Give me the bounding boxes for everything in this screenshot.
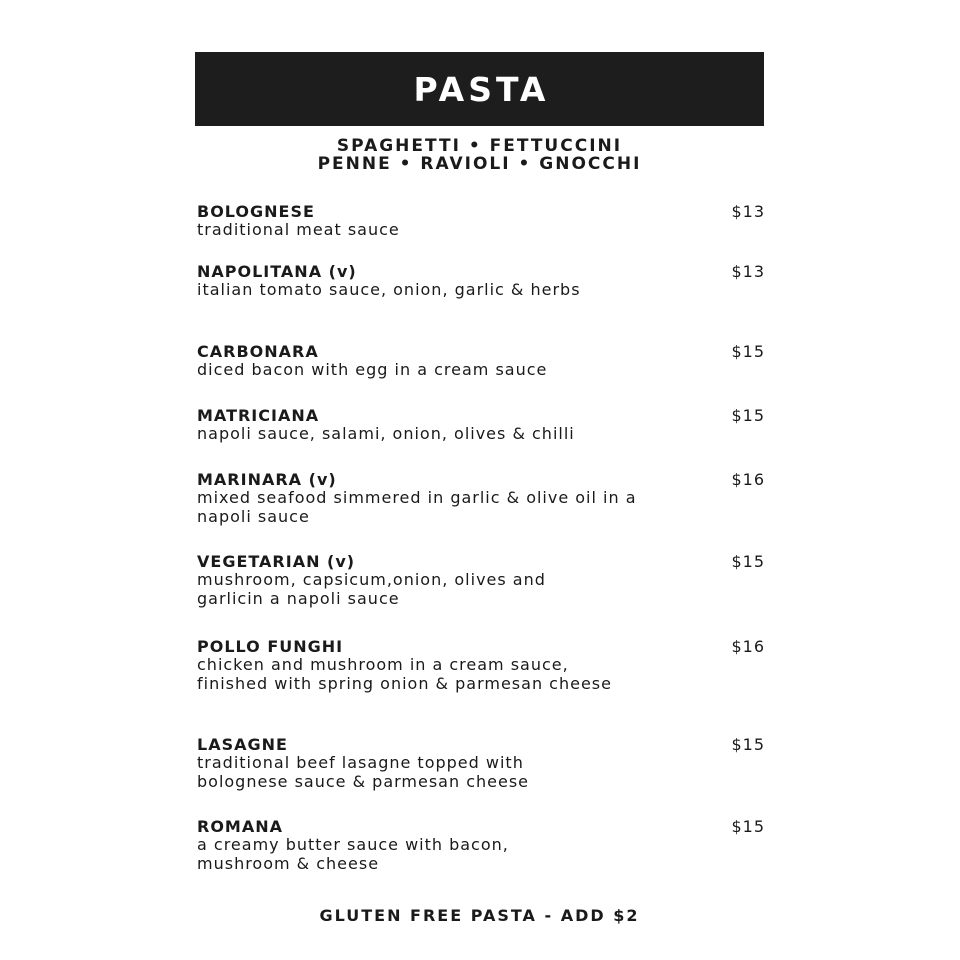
menu-item-lasagne bbox=[197, 735, 765, 791]
item-price: $15 bbox=[731, 817, 765, 836]
item-name: NAPOLITANA (v) bbox=[197, 262, 357, 281]
item-price: $15 bbox=[731, 406, 765, 425]
item-price: $13 bbox=[731, 262, 765, 281]
menu-item-marinara bbox=[197, 470, 765, 526]
item-description: chicken and mushroom in a cream sauce, finished with spring onion & parmesan cheese bbox=[197, 655, 612, 693]
gluten-free-note: GLUTEN FREE PASTA - ADD $2 bbox=[319, 906, 640, 925]
menu-item-carbonara bbox=[197, 342, 765, 380]
item-name: ROMANA bbox=[197, 817, 283, 836]
menu-item-napolitana bbox=[197, 262, 765, 300]
item-description: mixed seafood simmered in garlic & olive oil in a napoli sauce bbox=[197, 488, 637, 526]
menu-item-matriciana bbox=[197, 406, 765, 444]
menu-item-vegetarian bbox=[197, 552, 765, 608]
pasta-types-line-1: SPAGHETTI • FETTUCCINI bbox=[336, 136, 623, 156]
menu-item-romana bbox=[197, 817, 765, 873]
item-description: traditional meat sauce bbox=[197, 220, 400, 239]
item-description: traditional beef lasagne topped with bolognese sauce & parmesan cheese bbox=[197, 753, 530, 791]
item-name: MATRICIANA bbox=[197, 406, 320, 425]
item-description: diced bacon with egg in a cream sauce bbox=[197, 360, 548, 379]
page-title: PASTA bbox=[413, 69, 550, 109]
item-name: LASAGNE bbox=[197, 735, 288, 754]
item-name: VEGETARIAN (v) bbox=[197, 552, 356, 571]
item-price: $16 bbox=[731, 470, 765, 489]
item-name: POLLO FUNGHI bbox=[197, 637, 344, 656]
item-name: BOLOGNESE bbox=[197, 202, 315, 221]
menu-item-bolognese bbox=[197, 202, 765, 240]
item-price: $15 bbox=[731, 342, 765, 361]
header-bar bbox=[195, 52, 764, 126]
item-description: italian tomato sauce, onion, garlic & herbs bbox=[197, 280, 581, 299]
pasta-types-line-2: PENNE • RAVIOLI • GNOCCHI bbox=[317, 154, 642, 174]
item-description: napoli sauce, salami, onion, olives & chilli bbox=[197, 424, 575, 443]
item-name: CARBONARA bbox=[197, 342, 319, 361]
item-description: a creamy butter sauce with bacon, mushroom & cheese bbox=[197, 835, 509, 873]
item-name: MARINARA (v) bbox=[197, 470, 337, 489]
item-price: $15 bbox=[731, 735, 765, 754]
item-price: $13 bbox=[731, 202, 765, 221]
menu-item-pollo-funghi bbox=[197, 637, 765, 693]
item-price: $16 bbox=[731, 637, 765, 656]
item-price: $15 bbox=[731, 552, 765, 571]
item-description: mushroom, capsicum,onion, olives and garlicin a napoli sauce bbox=[197, 570, 546, 608]
